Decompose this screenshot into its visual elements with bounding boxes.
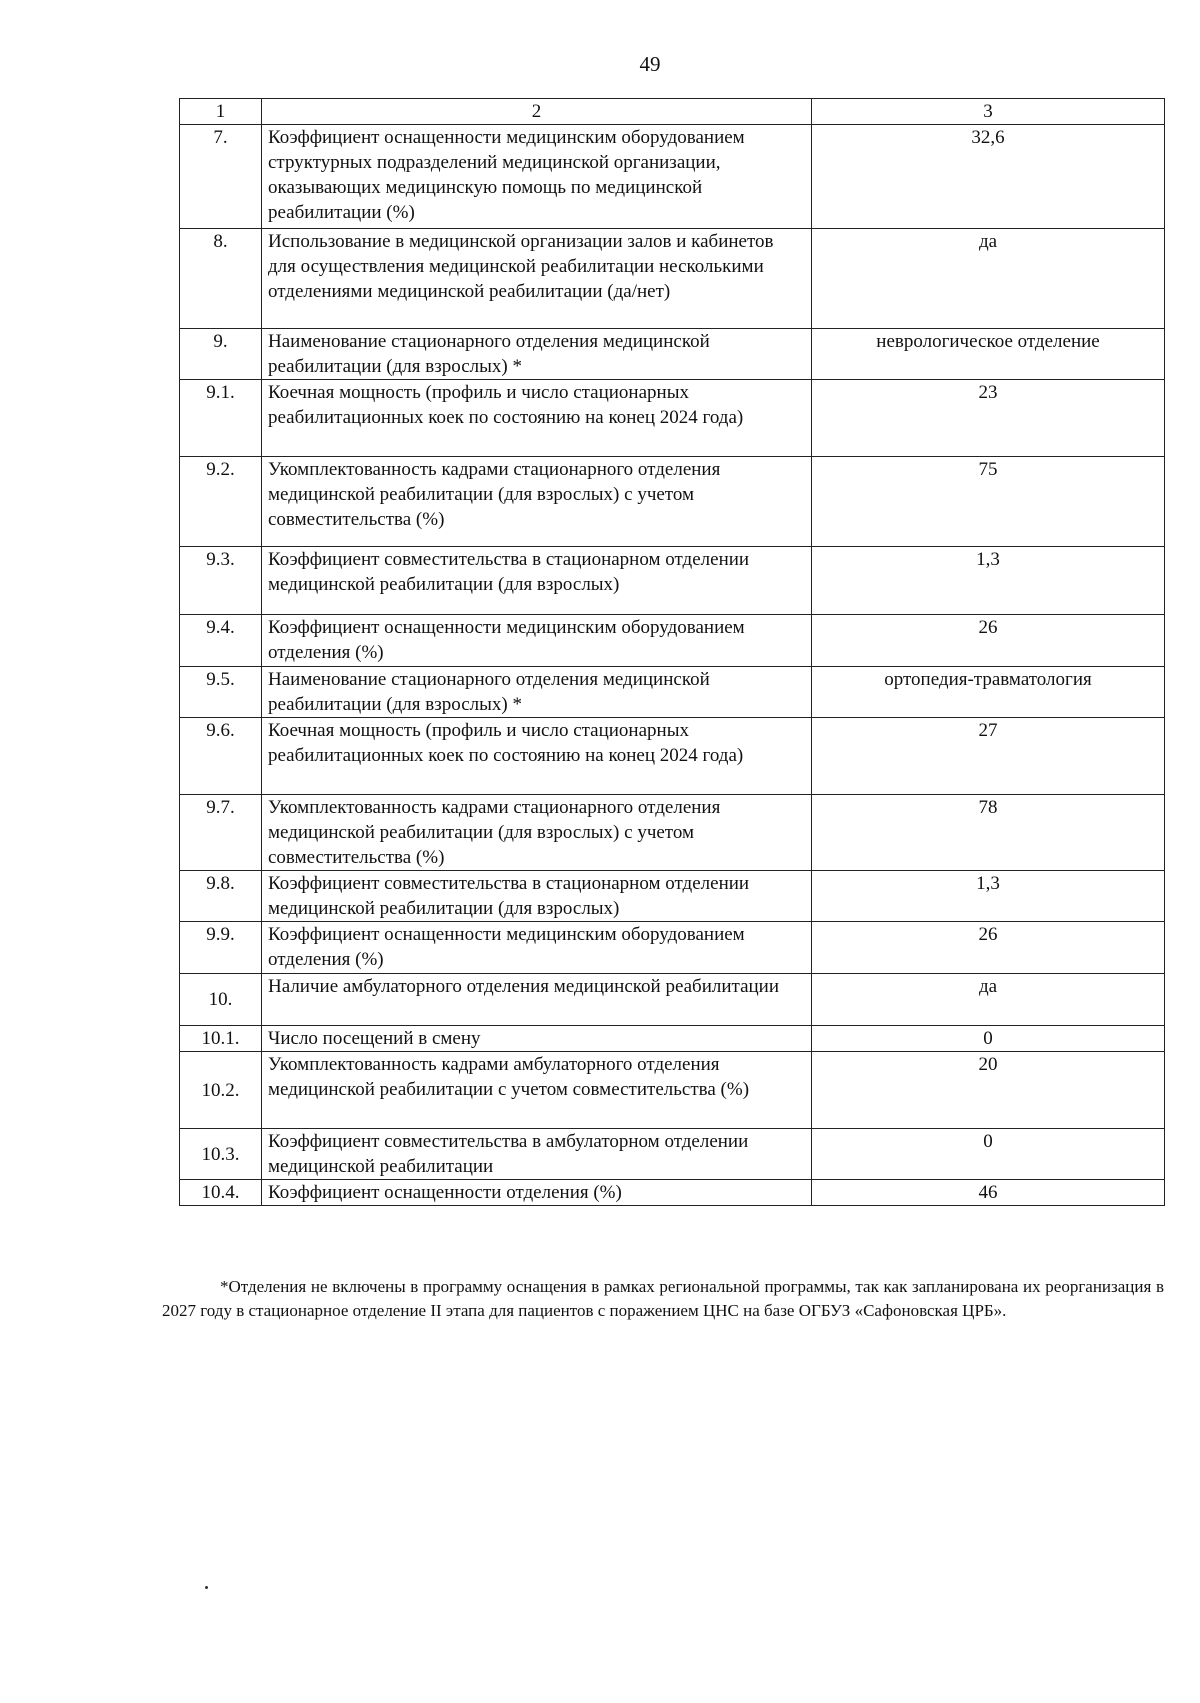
row-description: Укомплектованность кадрами стационарного отделения медицинской реабилитации (для взрослых) с учетом совместительства (%) xyxy=(262,795,812,871)
row-value: 26 xyxy=(812,615,1165,667)
table-row xyxy=(180,547,1165,615)
row-number: 10.2. xyxy=(180,1052,262,1129)
indicators-table xyxy=(179,98,1165,1206)
row-description: Наименование стационарного отделения медицинской реабилитации (для взрослых) * xyxy=(262,329,812,380)
table-row xyxy=(180,795,1165,871)
header-cell-col3: 3 xyxy=(812,99,1165,125)
row-number: 9.7. xyxy=(180,795,262,871)
row-value: 0 xyxy=(812,1129,1165,1180)
table-row xyxy=(180,329,1165,380)
table-row xyxy=(180,718,1165,795)
row-value: неврологическое отделение xyxy=(812,329,1165,380)
table-row xyxy=(180,1180,1165,1206)
row-description: Наличие амбулаторного отделения медицинской реабилитации xyxy=(262,974,812,1026)
row-value: 26 xyxy=(812,922,1165,974)
table-row xyxy=(180,457,1165,547)
table-row xyxy=(180,1026,1165,1052)
row-description: Укомплектованность кадрами стационарного отделения медицинской реабилитации (для взрослых) с учетом совместительства (%) xyxy=(262,457,812,547)
header-cell-col1: 1 xyxy=(180,99,262,125)
table-row xyxy=(180,922,1165,974)
row-description: Использование в медицинской организации залов и кабинетов для осуществления медицинской реабилитации несколькими отделениями медицинской реабилитации (да/нет) xyxy=(262,229,812,329)
row-number: 9.5. xyxy=(180,667,262,718)
table-row xyxy=(180,125,1165,229)
row-value: да xyxy=(812,229,1165,329)
row-description: Число посещений в смену xyxy=(262,1026,812,1052)
row-value: 75 xyxy=(812,457,1165,547)
row-number: 10.3. xyxy=(180,1129,262,1180)
row-number: 9.3. xyxy=(180,547,262,615)
header-cell-col2: 2 xyxy=(262,99,812,125)
row-value: да xyxy=(812,974,1165,1026)
row-description: Коэффициент оснащенности медицинским оборудованием отделения (%) xyxy=(262,922,812,974)
table-row xyxy=(180,229,1165,329)
row-value: 1,3 xyxy=(812,547,1165,615)
row-value: 32,6 xyxy=(812,125,1165,229)
table-header-row xyxy=(180,99,1165,125)
row-value: 20 xyxy=(812,1052,1165,1129)
row-value: 23 xyxy=(812,380,1165,457)
table-row xyxy=(180,871,1165,922)
stray-dot-mark xyxy=(205,1586,208,1589)
table-row xyxy=(180,1052,1165,1129)
row-description: Наименование стационарного отделения медицинской реабилитации (для взрослых) * xyxy=(262,667,812,718)
row-description: Коечная мощность (профиль и число стационарных реабилитационных коек по состоянию на конец 2024 года) xyxy=(262,380,812,457)
row-description: Коэффициент совместительства в стационарном отделении медицинской реабилитации (для взрослых) xyxy=(262,547,812,615)
row-description: Коэффициент совместительства в амбулаторном отделении медицинской реабилитации xyxy=(262,1129,812,1180)
row-number: 9.8. xyxy=(180,871,262,922)
row-value: 78 xyxy=(812,795,1165,871)
row-description: Коэффициент совместительства в стационарном отделении медицинской реабилитации (для взрослых) xyxy=(262,871,812,922)
row-number: 9.6. xyxy=(180,718,262,795)
row-number: 9.2. xyxy=(180,457,262,547)
row-number: 8. xyxy=(180,229,262,329)
table-row xyxy=(180,974,1165,1026)
row-description: Коэффициент оснащенности медицинским оборудованием структурных подразделений медицинской организации, оказывающих медицинскую помощь по медицинской реабилитации (%) xyxy=(262,125,812,229)
row-number: 7. xyxy=(180,125,262,229)
row-description: Коечная мощность (профиль и число стационарных реабилитационных коек по состоянию на конец 2024 года) xyxy=(262,718,812,795)
row-description: Укомплектованность кадрами амбулаторного отделения медицинской реабилитации с учетом совместительства (%) xyxy=(262,1052,812,1129)
row-value: 0 xyxy=(812,1026,1165,1052)
row-number: 10.4. xyxy=(180,1180,262,1206)
row-number: 10. xyxy=(180,974,262,1026)
row-number: 9.9. xyxy=(180,922,262,974)
row-number: 9.1. xyxy=(180,380,262,457)
page-number: 49 xyxy=(639,52,661,76)
row-number: 9.4. xyxy=(180,615,262,667)
row-number: 10.1. xyxy=(180,1026,262,1052)
row-value: 27 xyxy=(812,718,1165,795)
row-value: ортопедия-травматология xyxy=(812,667,1165,718)
footnote: *Отделения не включены в программу оснащения в рамках региональной программы, так как запланирована их реорганизация в 2027 году в стационарное отделение II этапа для пациентов с поражением ЦНС на базе ОГБУЗ «Сафоновская ЦРБ». xyxy=(162,1277,1164,1320)
table-row xyxy=(180,615,1165,667)
table-row xyxy=(180,1129,1165,1180)
row-value: 1,3 xyxy=(812,871,1165,922)
table-row xyxy=(180,380,1165,457)
row-value: 46 xyxy=(812,1180,1165,1206)
row-description: Коэффициент оснащенности отделения (%) xyxy=(262,1180,812,1206)
row-number: 9. xyxy=(180,329,262,380)
table-row xyxy=(180,667,1165,718)
row-description: Коэффициент оснащенности медицинским оборудованием отделения (%) xyxy=(262,615,812,667)
